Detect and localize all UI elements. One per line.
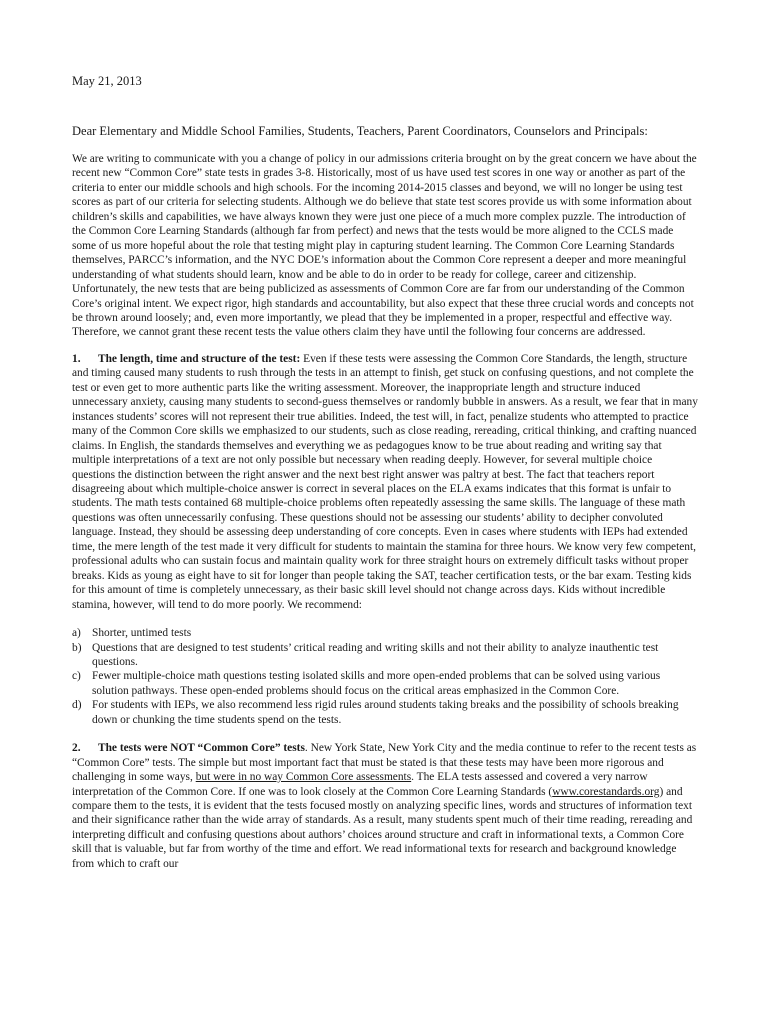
section-1-paragraph — [72, 352, 698, 612]
intro-paragraph: We are writing to communicate with you a change of policy in our admissions criteria brought on by the great concern we have about the recent new “Common Core” state tests in grades 3-8. Historically, most of us have used test scores in one way or another as part of the criteria to enter our middle schools and high schools. For the incoming 2014-2015 classes and beyond, we will no longer be using test scores as part of our criteria for selecting students. Although we do believe that state test scores provide us with some information about children’s skills and capabilities, we have always known they were just one piece of a much more complex puzzle. The introduction of the Common Core Learning Standards (although far from perfect) and news that the tests would be more aligned to the CCLS made some of us more hopeful about the role that testing might play in capturing student learning. The Common Core Learning Standards themselves, PARCC’s information, and the NYC DOE’s information about the Common Core represent a deeper and more meaningful understanding of what students should learn, know and be able to do in order to be ready for college, career and citizenship. Unfortunately, the new tests that are being publicized as assessments of Common Core are far from our understanding of the Common Core’s original intent. We expect rigor, high standards and accountability, but also expect that these three crucial words and concepts not be thrown around loosely; and, even more importantly, we plead that they be implemented in a proper, respectful and effective way. Therefore, we cannot grant these recent tests the value others claim they have until the following four concerns are addressed. — [72, 153, 697, 339]
list-marker: c) — [72, 670, 81, 683]
list-item-text: Questions that are designed to test students’ critical reading and writing skills and not their ability to analyze inauthentic test questions. — [92, 641, 659, 668]
section-1-number: 1. — [72, 352, 81, 365]
section-2-heading — [72, 742, 305, 754]
letter-body — [72, 152, 698, 871]
list-item — [72, 669, 698, 698]
section-1-title: The length, time and structure of the test: — [98, 352, 301, 365]
section-2-underlined-text: but were in no way Common Core assessments — [195, 771, 412, 784]
section-2-text-c: ) and compare them to the tests, it is evident that the tests focused mostly on analyzing specific lines, words and structures of information text and their significance rather than the wide array of standards. As a result, many students spent much of their time reading, rereading and interpreting difficult and confusing questions about authors’ choices around structure and craft in informational texts, a Common Core skill that is valuable, but far from worthy of the time and effort. We read informational texts for research and background knowledge from which to craft our — [72, 785, 693, 870]
recommendation-list — [72, 626, 698, 727]
salutation: Dear Elementary and Middle School Families, Students, Teachers, Parent Coordinators, Counselors and Principals: — [72, 124, 648, 138]
list-item — [72, 698, 698, 727]
list-marker: a) — [72, 627, 81, 640]
section-2-paragraph — [72, 741, 698, 871]
list-item-text: Shorter, untimed tests — [92, 627, 192, 640]
section-2-text-a: . New York State, New York City and the media continue to refer to the recent tests as “Common Core” tests. The simple but most important fact that must be stated is that these tests may have been more rigorous and challenging in some ways, — [72, 742, 697, 784]
list-item — [72, 626, 698, 640]
list-item — [72, 641, 698, 670]
section-2-number: 2. — [72, 742, 81, 755]
section-1-text: Even if these tests were assessing the Common Core Standards, the length, structure and timing caused many students to rush through the tests in an attempt to finish, get stuck on confusing questions, and not complete the test or even get to more authentic parts like the writing assessment. Moreover, the inappropriate length and structure induced unnecessary anxiety, causing many students to second-guess themselves or randomly bubble in answers. As a result, we fear that in many instances students’ scores will not represent their true abilities. Indeed, the test will, in fact, penalize students who attempted to practice many of the Common Core skills we emphasized to our students, such as close reading, rereading, critical thinking, and crafting nuanced claims. In English, the standards themselves and everything we as pedagogues know to be true about reading and writing say that multiple interpretations of a text are not only possible but necessary when reading deeply. However, for several multiple choice questions the distinction between the right answer and the next best right answer was paltry at best. The fact that teachers report disagreeing about which multiple-choice answer is correct in several places on the ELA exams indicates that this format is unfair to students. The math tests contained 68 multiple-choice problems often repeatedly assessing the same skills. The language of these math questions was often unnecessarily confusing. These questions should not be assessing our students’ ability to decipher convoluted language. Instead, they should be assessing deep understanding of core concepts. Even in cases where students with IEPs had extended time, the mere length of the test made it very difficult for students to maintain the stamina for three hours. We know very few competent, professional adults who can sustain focus and maintain quality work for three straight hours on extremely difficult tasks without proper breaks. Kids as young as eight have to sit for longer than people taking the SAT, teacher certification tests, or the bar exam. Testing kids for this amount of time is completely unnecessary, as their basic skill level should not change across days. Kids without incredible stamina, however, will tend to do more poorly. We recommend: — [72, 352, 698, 611]
list-marker: b) — [72, 641, 82, 654]
list-item-text: For students with IEPs, we also recommend less rigid rules around students taking breaks and the possibility of schools breaking down or chunking the time students spend on the tests. — [92, 699, 679, 726]
list-marker: d) — [72, 699, 82, 712]
letter-date: May 21, 2013 — [72, 74, 142, 88]
section-2-text-b: . The ELA tests assessed and covered a very narrow interpretation of the Common Core. If one was to look closely at the Common Core Learning Standards ( — [72, 771, 648, 798]
section-1-heading — [72, 353, 300, 365]
corestandards-link[interactable]: www.corestandards.org — [552, 785, 660, 798]
section-2-title: The tests were NOT “Common Core” tests — [98, 742, 305, 755]
list-item-text: Fewer multiple-choice math questions testing isolated skills and more open-ended problems that can be solved using various solution pathways. These open-ended problems should focus on the critical areas emphasized in the Common Core. — [92, 670, 661, 697]
